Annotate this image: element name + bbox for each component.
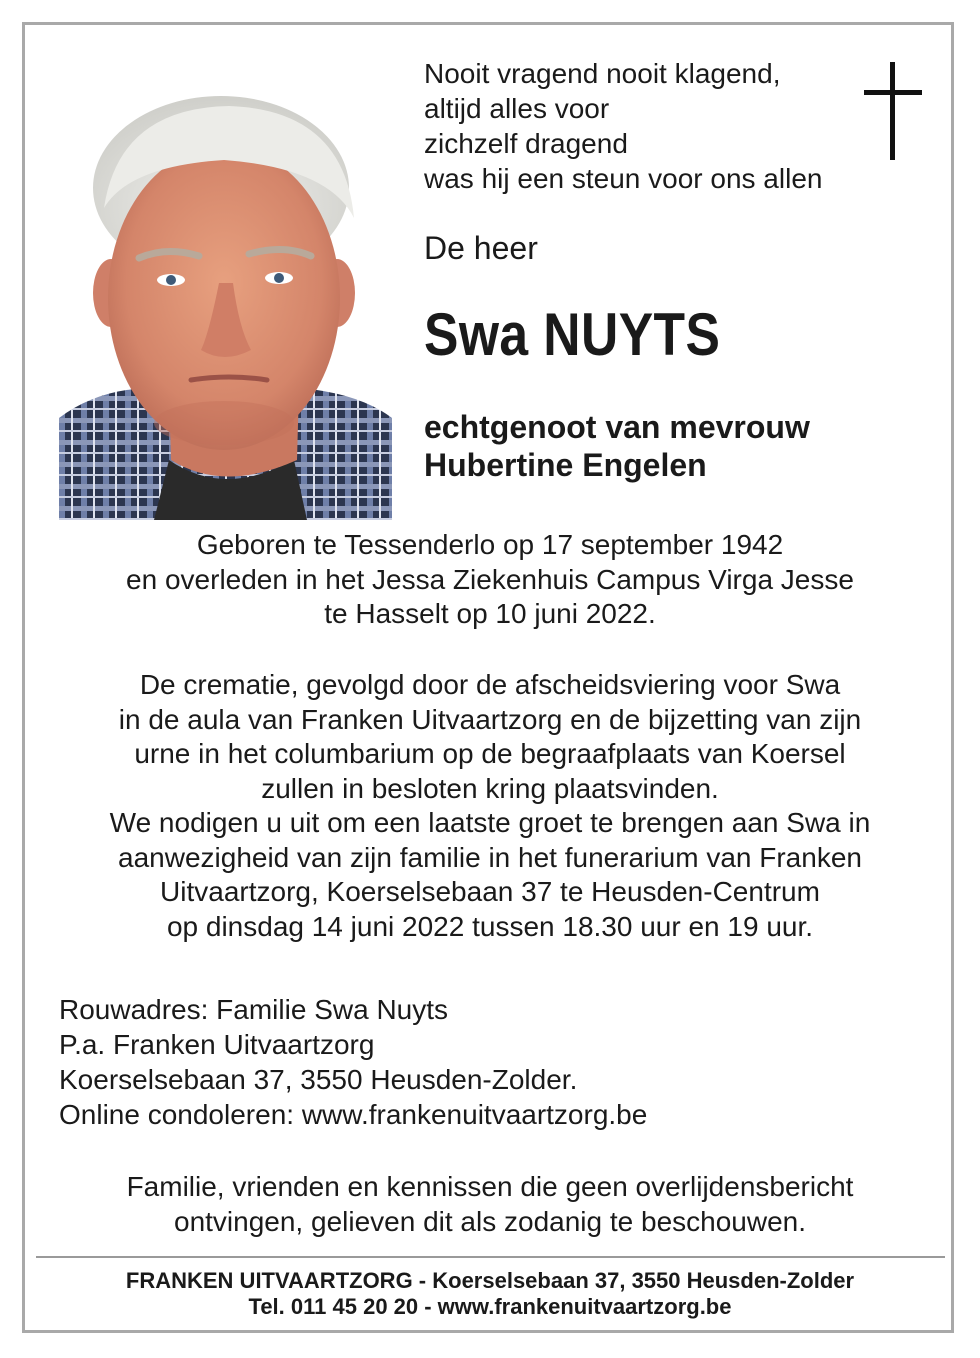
cross-icon: [864, 62, 922, 160]
text-line: Uitvaartzorg, Koerselsebaan 37 te Heusden-Centrum: [160, 876, 820, 907]
text-line: in de aula van Franken Uitvaartzorg en de bijzetting van zijn: [118, 703, 862, 735]
divider: [36, 1256, 945, 1258]
text-line: te Hasselt op 10 juni 2022.: [324, 598, 656, 629]
footer: [40, 1268, 940, 1320]
text-line: op dinsdag 14 juni 2022 tussen 18.30 uur en 19 uur.: [166, 910, 814, 942]
text-line: P.a. Franken Uitvaartzorg: [59, 1029, 375, 1060]
poem: [424, 56, 822, 196]
footer-line: Tel. 011 45 20 20 - www.frankenuitvaartzorg.be: [248, 1294, 732, 1319]
honorific: De heer: [424, 230, 538, 266]
spouse-line: echtgenoot van mevrouw: [424, 409, 810, 445]
text-line: urne in het columbarium op de begraafplaats van Koersel: [134, 738, 846, 769]
text-line: en overleden in het Jessa Ziekenhuis Campus Virga Jesse: [126, 563, 854, 595]
deceased-name: Swa NUYTS: [424, 301, 721, 368]
text-line: Rouwadres: Familie Swa Nuyts: [59, 994, 449, 1025]
text-line: Online condoleren: www.frankenuitvaartzorg.be: [59, 1099, 648, 1130]
birth-death-info: [40, 528, 940, 632]
text-line: De crematie, gevolgd door de afscheidsviering voor Swa: [139, 669, 841, 700]
poem-line: altijd alles voor: [424, 93, 610, 124]
text-line: ontvingen, gelieven dit als zodanig te beschouwen.: [174, 1205, 806, 1237]
text-line: Koerselsebaan 37, 3550 Heusden-Zolder.: [59, 1064, 578, 1095]
spouse-info: [424, 408, 810, 484]
poem-line: Nooit vragend nooit klagend,: [424, 58, 781, 89]
text-line: zullen in besloten kring plaatsvinden.: [261, 772, 719, 804]
portrait-photo: [59, 88, 392, 520]
text-line: Geboren te Tessenderlo op 17 september 1942: [196, 529, 784, 560]
text-line: Familie, vrienden en kennissen die geen overlijdensbericht: [126, 1171, 854, 1202]
poem-line: was hij een steun voor ons allen: [424, 163, 823, 194]
text-line: We nodigen u uit om een laatste groet te brengen aan Swa in: [109, 807, 871, 838]
mourning-address: [59, 992, 647, 1132]
poem-line: zichzelf dragend: [424, 128, 628, 159]
text-line: aanwezigheid van zijn familie in het funerarium van Franken: [118, 841, 862, 873]
notice: [40, 1170, 940, 1239]
ceremony-info: [40, 668, 940, 944]
footer-line: FRANKEN UITVAARTZORG - Koerselsebaan 37, 3550 Heusden-Zolder: [125, 1268, 855, 1293]
spouse-line: Hubertine Engelen: [424, 447, 707, 483]
